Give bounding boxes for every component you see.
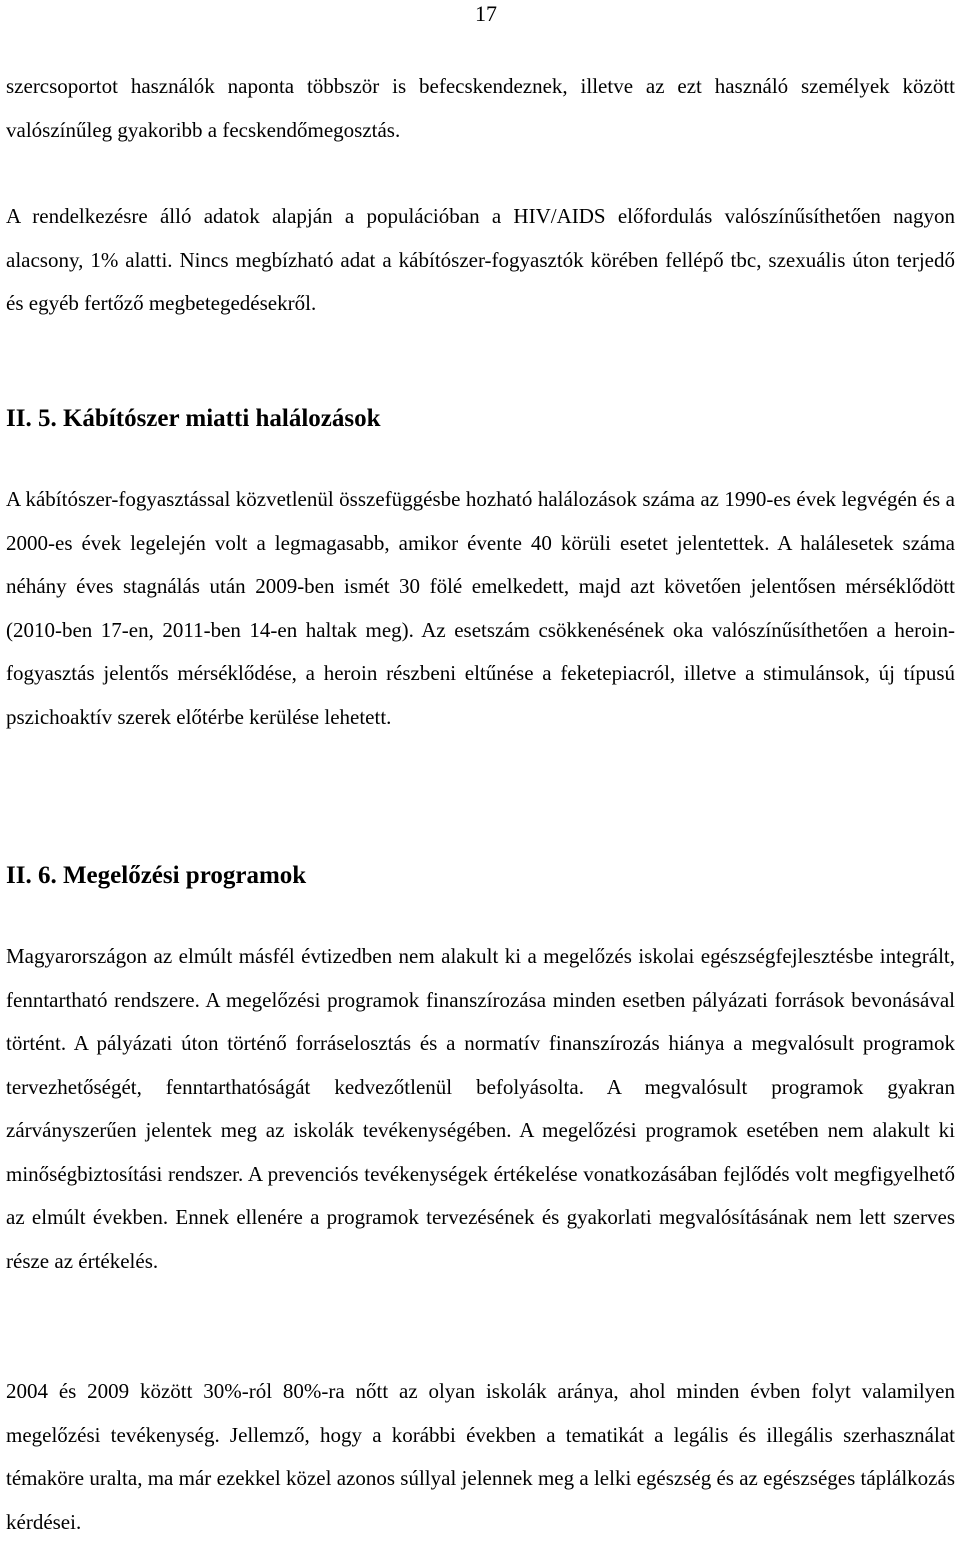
paragraph-injecting-users: szercsoportot használók naponta többször is befecskendeznek, illetve az ezt használó személyek között valószínűleg gyakoribb a fecskendőmegosztás. — [6, 74, 955, 142]
paragraph-drug-deaths: A kábítószer-fogyasztással közvetlenül összefüggésbe hozható halálozások száma az 1990-es évek legvégén és a 2000-es évek legelején volt a legmagasabb, amikor évente 40 körüli esetet jelentettek. A halálesetek száma néhány éves stagnálás után 2009-ben ismét 30 fölé emelkedett, majd azt követően jelentősen mérséklődött (2010-ben 17-en, 2011-ben 14-en haltak meg). Az esetszám csökkenésének oka valószínűsíthetően a heroin-fogyasztás jelentős mérséklődése, a heroin részbeni eltűnése a feketepiacról, illetve a stimulánsok, új típusú pszichoaktív szerek előtérbe kerülése lehetett. — [6, 487, 955, 729]
section-heading-prevention-programs: II. 6. Megelőzési programok — [6, 862, 307, 889]
paragraph-prevention-funding: Magyarországon az elmúlt másfél évtizedben nem alakult ki a megelőzés iskolai egészségfejlesztésbe integrált, fenntartható rendszere. A megelőzési programok finanszírozása minden esetben pályázati források bevonásával történt. A pályázati úton történő forráselosztás és a normatív finanszírozás hiánya a megvalósult programok tervezhetőségét, fenntarthatóságát kedvezőtlenül befolyásolta. A megvalósult programok gyakran zárványszerűen jelentek meg az iskolák tevékenységében. A megelőzési programok esetében nem alakult ki minőségbiztosítási rendszer. A prevenciós tevékenységek értékelése vonatkozásában fejlődés volt megfigyelhető az elmúlt években. Ennek ellenére a programok tervezésének és gyakorlati megvalósításának nem lett szerves része az értékelés. — [6, 944, 955, 1273]
paragraph-hiv-aids-prevalence: A rendelkezésre álló adatok alapján a populációban a HIV/AIDS előfordulás valószínűsíthetően nagyon alacsony, 1% alatti. Nincs megbízható adat a kábítószer-fogyasztók körében fellépő tbc, szexuális úton terjedő és egyéb fertőző megbetegedésekről. — [6, 204, 955, 315]
page-number: 17 — [475, 1, 497, 26]
section-heading-drug-deaths: II. 5. Kábítószer miatti halálozások — [6, 405, 381, 432]
paragraph-school-prevention-share: 2004 és 2009 között 30%-ról 80%-ra nőtt az olyan iskolák aránya, ahol minden évben folyt valamilyen megelőzési tevékenység. Jellemző, hogy a korábbi években a tematikát a legális és illegális szerhasználat témaköre uralta, ma már ezekkel közel azonos súllyal jelennek meg a lelki egészség és az egészséges táplálkozás kérdései. — [6, 1379, 955, 1534]
